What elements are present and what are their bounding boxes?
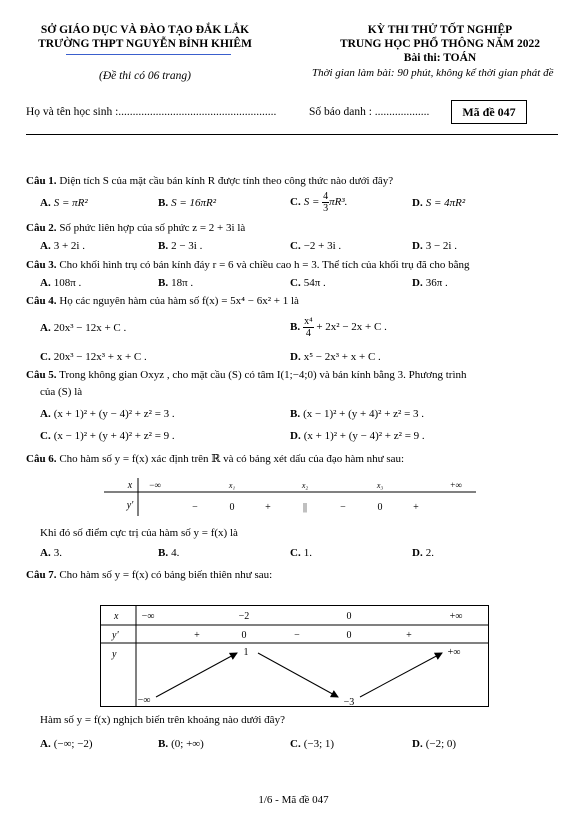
decreasing-arrow xyxy=(258,653,338,697)
sign-yp-label: y' xyxy=(126,500,134,511)
q6-option-c[interactable]: C. 1. xyxy=(290,547,312,559)
exam-code-box: Mã đề 047 xyxy=(451,100,527,124)
sign-cell: − xyxy=(340,502,346,513)
var-sign: 0 xyxy=(346,630,352,641)
var-sign: 0 xyxy=(241,630,247,641)
exam-title: KỲ THI THỬ TỐT NGHIỆP xyxy=(367,24,513,36)
variation-table xyxy=(100,605,490,708)
question-4: Câu 4. Họ các nguyên hàm của hàm số f(x) = 5x⁴ − 6x² + 1 là xyxy=(26,295,299,307)
sign-x-val: x₃ xyxy=(376,481,384,490)
page-footer: 1/6 - Mã đề 047 xyxy=(258,794,329,806)
q4-option-d[interactable]: D. x⁵ − 2x³ + x + C . xyxy=(290,351,381,363)
question-6-after: Khi đó số điểm cực trị của hàm số y = f(x) là xyxy=(40,527,238,539)
question-3: Câu 3. Cho khối hình trụ có bán kính đáy r = 6 và chiều cao h = 3. Thể tích của khối trụ đã cho bằng xyxy=(26,259,470,271)
var-y-val: 1 xyxy=(243,647,249,658)
var-x-val: −2 xyxy=(238,611,250,622)
q5-option-b[interactable]: B. (x − 1)² + (y + 4)² + z² = 3 . xyxy=(290,408,425,420)
sign-table xyxy=(100,476,480,520)
subject: Bài thi: TOÁN xyxy=(403,52,477,64)
var-sign: + xyxy=(194,630,200,641)
student-name-field[interactable]: Họ và tên học sinh :....................................................... xyxy=(26,106,277,118)
q3-option-c[interactable]: C. 54π . xyxy=(290,277,326,289)
sign-x-val: x₁ xyxy=(228,481,236,490)
q4-option-b[interactable]: B. $\frac{\text{x⁴}}{4}$ + 2x² − 2x + C . xyxy=(290,316,387,339)
q4-option-c[interactable]: C. 20x³ − 12x³ + x + C . xyxy=(40,351,147,363)
q3-option-a[interactable]: A. 108π . xyxy=(40,277,82,289)
q6-option-b[interactable]: B. 4. xyxy=(158,547,180,559)
var-x-val: +∞ xyxy=(449,611,463,622)
var-y-val: −3 xyxy=(343,697,355,708)
q4-option-a[interactable]: A. 20x³ − 12x + C . xyxy=(40,322,127,334)
q3-option-b[interactable]: B. 18π . xyxy=(158,277,194,289)
q3-option-d[interactable]: D. 36π . xyxy=(412,277,448,289)
pages-note: (Đề thi có 06 trang) xyxy=(99,70,191,82)
var-y-val: +∞ xyxy=(447,647,461,658)
q7-option-a[interactable]: A. (−∞; −2) xyxy=(40,738,93,750)
q1-option-c[interactable]: C. S = $\frac{4}{3}$ πR³. xyxy=(290,191,348,214)
sign-cell: − xyxy=(192,502,198,513)
q2-option-b[interactable]: B. 2 − 3i . xyxy=(158,240,203,252)
var-table-border xyxy=(101,606,489,707)
q7-option-c[interactable]: C. (−3; 1) xyxy=(290,738,335,750)
sign-cell: || xyxy=(302,502,308,513)
var-x-label: x xyxy=(114,611,119,622)
sign-cell: + xyxy=(265,502,271,513)
sign-x-val: −∞ xyxy=(149,480,161,490)
q5-option-c[interactable]: C. (x − 1)² + (y + 4)² + z² = 9 . xyxy=(40,430,175,442)
sign-cell: 0 xyxy=(229,502,235,513)
var-yp-label: y' xyxy=(112,630,119,641)
q5-option-d[interactable]: D. (x + 1)² + (y − 4)² + z² = 9 . xyxy=(290,430,425,442)
sign-x-val: +∞ xyxy=(450,480,462,490)
student-id-field[interactable]: Số báo danh : ................... xyxy=(309,106,430,118)
sign-x-label: x xyxy=(127,480,133,491)
question-6: Câu 6. Cho hàm số y = f(x) xác định trên ℝ và có bảng xét dấu của đạo hàm như sau: xyxy=(26,453,405,465)
sign-cell: 0 xyxy=(377,502,383,513)
q2-option-c[interactable]: C. −2 + 3i . xyxy=(290,240,342,252)
school-name: TRƯỜNG THPT NGUYỄN BỈNH KHIÊM xyxy=(38,38,252,50)
header-divider xyxy=(26,134,558,135)
var-x-val: −∞ xyxy=(141,611,155,622)
q1-option-a[interactable]: A. S = πR² xyxy=(40,197,88,209)
var-y-val: −∞ xyxy=(137,695,151,706)
sign-cell: + xyxy=(413,502,419,513)
department-name: SỞ GIÁO DỤC VÀ ĐÀO TẠO ĐẮK LẮK xyxy=(40,24,250,36)
question-7-after: Hàm số y = f(x) nghịch biến trên khoảng nào dưới đây? xyxy=(40,714,285,726)
question-7: Câu 7. Cho hàm số y = f(x) có bảng biến thiên như sau: xyxy=(26,569,273,581)
q7-option-b[interactable]: B. (0; +∞) xyxy=(158,738,204,750)
q1-option-b[interactable]: B. S = 16πR² xyxy=(158,197,217,209)
q6-option-a[interactable]: A. 3. xyxy=(40,547,62,559)
increasing-arrow xyxy=(156,653,237,697)
var-y-label: y xyxy=(112,649,117,660)
increasing-arrow xyxy=(360,653,442,697)
exam-subtitle: TRUNG HỌC PHỔ THÔNG NĂM 2022 xyxy=(339,38,541,50)
q7-option-d[interactable]: D. (−2; 0) xyxy=(412,738,457,750)
q6-option-d[interactable]: D. 2. xyxy=(412,547,434,559)
var-x-val: 0 xyxy=(346,611,352,622)
q1-option-d[interactable]: D. S = 4πR² xyxy=(412,197,466,209)
q5-option-a[interactable]: A. (x + 1)² + (y − 4)² + z² = 3 . xyxy=(40,408,175,420)
q2-option-a[interactable]: A. 3 + 2i . xyxy=(40,240,85,252)
school-underline xyxy=(66,54,231,55)
question-5-cont: của (S) là xyxy=(40,386,83,398)
question-1: Câu 1. Diện tích S của mặt cầu bán kính R được tính theo công thức nào dưới đây? xyxy=(26,175,394,187)
time-note: Thời gian làm bài: 90 phút, không kể thời gian phát đề xyxy=(312,67,554,79)
sign-x-val: x₂ xyxy=(301,481,309,490)
question-5: Câu 5. Trong không gian Oxyz , cho mặt cầu (S) có tâm I(1;−4;0) và bán kính bằng 3. Phương trình xyxy=(26,369,467,381)
var-sign: − xyxy=(294,630,300,641)
var-sign: + xyxy=(406,630,412,641)
question-2: Câu 2. Số phức liên hợp của số phức z = 2 + 3i là xyxy=(26,222,246,234)
q2-option-d[interactable]: D. 3 − 2i . xyxy=(412,240,457,252)
